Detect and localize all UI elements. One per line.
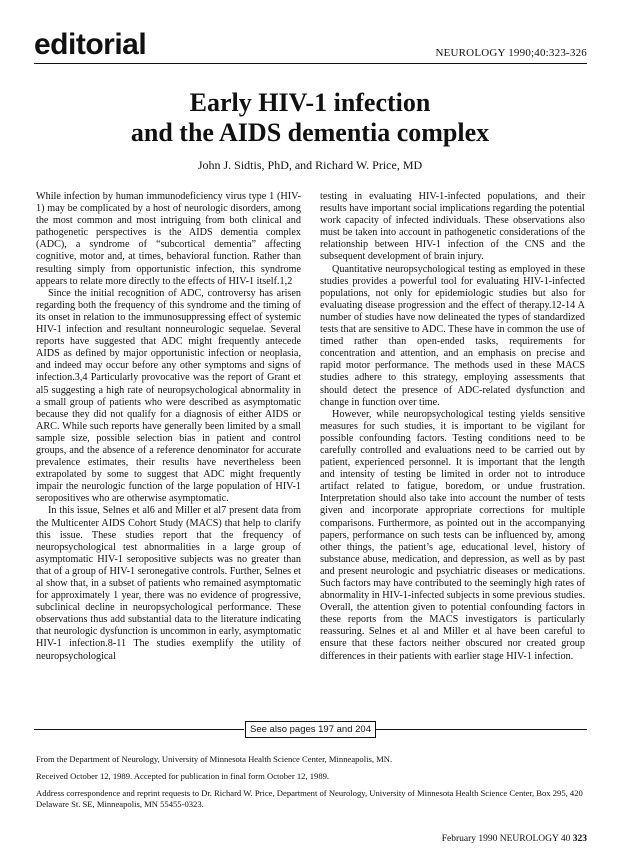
see-also-box: See also pages 197 and 204 (245, 721, 376, 738)
paragraph: Quantitative neuropsychological testing as employed in these studies provides a powerful tool for evaluating HIV-1-infected populations, not only for epidemiologic studies but also for evaluating disease progression and the effect of therapy.12-14 A number of studies have now delineated the types of standardized tests that are sensitive to ADC. These have in common the use of timed rather than open-ended tasks, requirements for concentration and attention, and an emphasis on precise and rapid motor performance. The methods used in these MACS studies adhere to this strategy, employing assessments that should detect the presence of ADC-related dysfunction and change in function over time. (320, 263, 585, 408)
footnote-received: Received October 12, 1989. Accepted for publication in final form October 12, 1989. (36, 771, 330, 781)
footnote-affiliation: From the Department of Neurology, University of Minnesota Health Science Center, Minneapolis, MN. (36, 754, 393, 764)
page-footer (442, 834, 587, 844)
article-authors: John J. Sidtis, PhD, and Richard W. Price, MD (197, 158, 423, 172)
journal-reference: NEUROLOGY 1990;40:323-326 (435, 47, 587, 59)
footnote-address: Address correspondence and reprint requests to Dr. Richard W. Price, Department of Neurology, University of Minnesota Health Science Center, Box 295, 420 Delaware St. SE, Minneapolis, MN 55455-0323. (36, 788, 583, 809)
article-title-line-1: Early HIV-1 infection (189, 88, 431, 117)
page-number: 323 (572, 834, 587, 844)
article-title-line-2: and the AIDS dementia complex (130, 118, 490, 147)
paragraph: While infection by human immunodeficiency virus type 1 (HIV-1) may be complicated by a host of neurologic disorders, among the most common and most intriguing from both clinical and pathogenetic perspectives is the AIDS dementia complex (ADC), a syndrome of “subcortical dementia” affecting cognitive, motor and, at times, behavioral function. Rather than resulting simply from opportunistic infection, this syndrome appears to relate more directly to the effects of HIV-1 itself.1,2 (36, 191, 301, 287)
paragraph: testing in evaluating HIV-1-infected populations, and their results have important social implications regarding the potential work capacity of infected individuals. These observations also must be taken into account in pathogenetic considerations of the relationship between HIV-1 infection of the CNS and the subsequent development of brain injury. (320, 191, 585, 263)
paragraph: Since the initial recognition of ADC, controversy has arisen regarding both the frequency of this syndrome and the timing of its onset in relation to the immunosuppressing effect of systemic HIV-1 infection and resultant nonneurologic sequelae. Several reports have suggested that ADC might frequently antecede AIDS as defined by major opportunistic infection or neoplasia, and indeed may occur before any other symptoms and signs of infection.3,4 Particularly provocative was the report of Grant et al5 suggesting a high rate of neuropsychological abnormality in a small group of patients who were described as asymptomatic because they did not qualify for a diagnosis of either AIDS or ARC. While such reports have generally been limited by a small sample size, possible selection bias in patient and control groups, and the absence of a reference denominator for accurate prevalence estimates, their results have nevertheless been extrapolated by some to suggest that ADC might frequently impair the neurologic function of the large population of HIV-1 seropositives who are otherwise asymptomatic. (36, 287, 301, 505)
body-column-right (320, 191, 585, 663)
paragraph: In this issue, Selnes et al6 and Miller et al7 present data from the Multicenter AIDS Cohort Study (MACS) that help to clarify this issue. These studies report that the frequency of neuropsychological test abnormalities in a large group of asymptomatic HIV-1 seropositive subjects was no greater than that of a group of HIV-1 seronegative controls. Further, Selnes et al show that, in a subset of patients who remained asymptomatic for approximately 1 year, there was no evidence of progressive, subclinical decline in neuropsychological performance. These observations thus add substantial data to the literature indicating that neurologic dysfunction is uncommon in early, asymptomatic HIV-1 infection.8-11 The studies exemplify the utility of neuropsychological (36, 505, 301, 662)
footer-date-journal: February 1990 NEUROLOGY 40 (441, 834, 571, 844)
header-rule (34, 63, 587, 64)
section-label: editorial (34, 28, 147, 61)
body-column-left (36, 191, 301, 663)
paragraph: However, while neuropsychological testing yields sensitive measures for such studies, it is important to be vigilant for possible confounding factors. Testing conditions need to be carefully controlled and evaluations need to be carried out by patient, experienced personnel. It is important that the length and intensity of testing be limited in order not to introduce artifact related to fatigue, boredom, or undue frustration. Interpretation should also take into account the number of tests given and incorporate appropriate corrections for multiple comparisons. Furthermore, as pointed out in the accompanying papers, performance on such tests can be influenced by, among other things, the patient’s age, educational level, history of substance abuse, medication, and depression, as well as by past and present neurologic and psychiatric diseases or medications. Such factors may have contributed to the seemingly high rates of abnormality in HIV-1-infected subjects in some previous studies. Overall, the attention given to potential confounding factors in these reports from the MACS investigators is particularly reassuring. Selnes et al and Miller et al have been careful to ensure that these factors neither obscured nor created group differences in their patients with earlier stage HIV-1 infection. (320, 408, 586, 662)
